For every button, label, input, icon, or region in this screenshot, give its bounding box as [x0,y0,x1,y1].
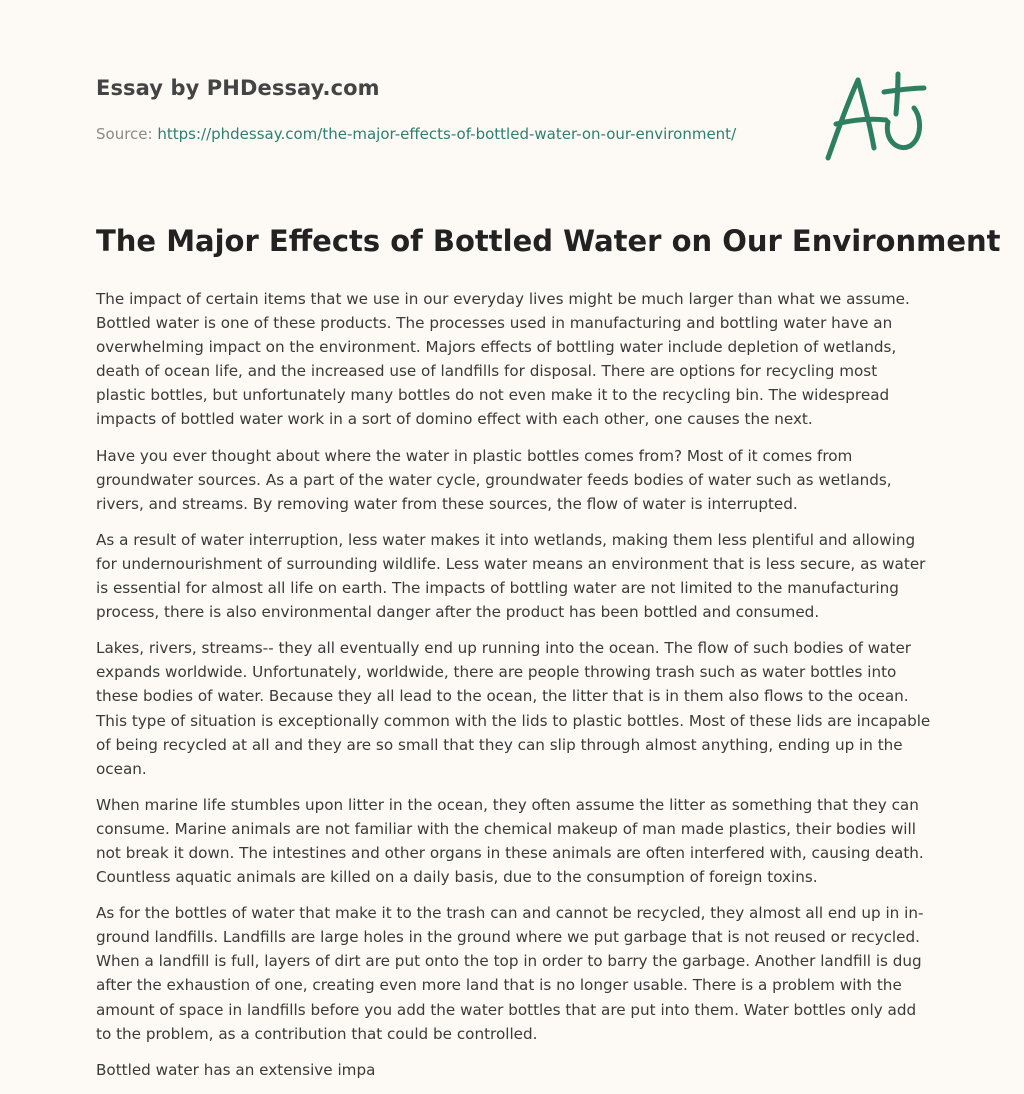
paragraph: Have you ever thought about where the water in plastic bottles comes from? Most of it comes from groundwater sources. As a part of the water cycle, groundwater feeds bodies of water such as wetlands, rivers, and streams. By removing water from these sources, the flow of water is interrupted. [96,446,892,513]
source-label: Source: [96,125,153,143]
paragraph: When marine life stumbles upon litter in the ocean, they often assume the litter as something that they can consume. Marine animals are not familiar with the chemical makeup of man made plastics, their bodies will not break it down. The intestines and other organs in these animals are often interfered with, causing death. Countless aquatic animals are killed on a daily basis, due to the consumption of foreign toxins. [96,795,924,887]
essay-body [96,287,931,1094]
source-line [96,125,796,143]
brand-title: Essay by PHDessay.com [96,76,380,100]
paragraph: As for the bottles of water that make it to the trash can and cannot be recycled, they almost all end up in in-ground landfills. Landfills are large holes in the ground where we put garbage that is not reused or recycled. When a landfill is full, layers of dirt are put onto the top in order to barry the garbage. Another landfill is dug after the exhaustion of one, creating even more land that is no longer usable. There is a problem with the amount of space in landfills before you add the water bottles that are put into them. Water bottles only add to the problem, as a contribution that could be controlled. [96,904,924,1043]
essay-title: The Major Effects of Bottled Water on Our Environment [96,224,1001,258]
source-link[interactable]: https://phdessay.com/the-major-effects-of-bottled-water-on-our-environment/ [157,125,737,143]
paragraph: Lakes, rivers, streams-- they all eventually end up running into the ocean. The flow of such bodies of water expands worldwide. Unfortunately, worldwide, there are people throwing trash such as water bottles into these bodies of water. Because they all lead to the ocean, the litter that is in them also flows to the ocean. This type of situation is exceptionally common with the lids to plastic bottles. Most of these lids are incapable of being recycled at all and they are so small that they can slip through almost anything, ending up in the ocean. [96,639,931,778]
paragraph: As a result of water interruption, less water makes it into wetlands, making them less plentiful and allowing for undernourishment of surrounding wildlife. Less water means an environment that is less secure, as water is essential for almost all life on earth. The impacts of bottling water are not limited to the manufacturing process, there is also environmental danger after the product has been bottled and consumed. [96,530,926,622]
paragraph-truncated: Bottled water has an extensive impa [96,1060,376,1079]
paragraph: The impact of certain items that we use in our everyday lives might be much larger than what we assume. Bottled water is one of these products. The processes used in manufacturing and bottling water have an overwhelming impact on the environment. Majors effects of bottling water include depletion of wetlands, death of ocean life, and the increased use of landfills for disposal. There are options for recycling most plastic bottles, but unfortunately many bottles do not even make it to the recycling bin. The widespread impacts of bottled water work in a sort of domino effect with each other, one causes the next. [96,290,910,429]
essay-header [96,76,737,143]
a-plus-logo-icon [818,66,930,166]
